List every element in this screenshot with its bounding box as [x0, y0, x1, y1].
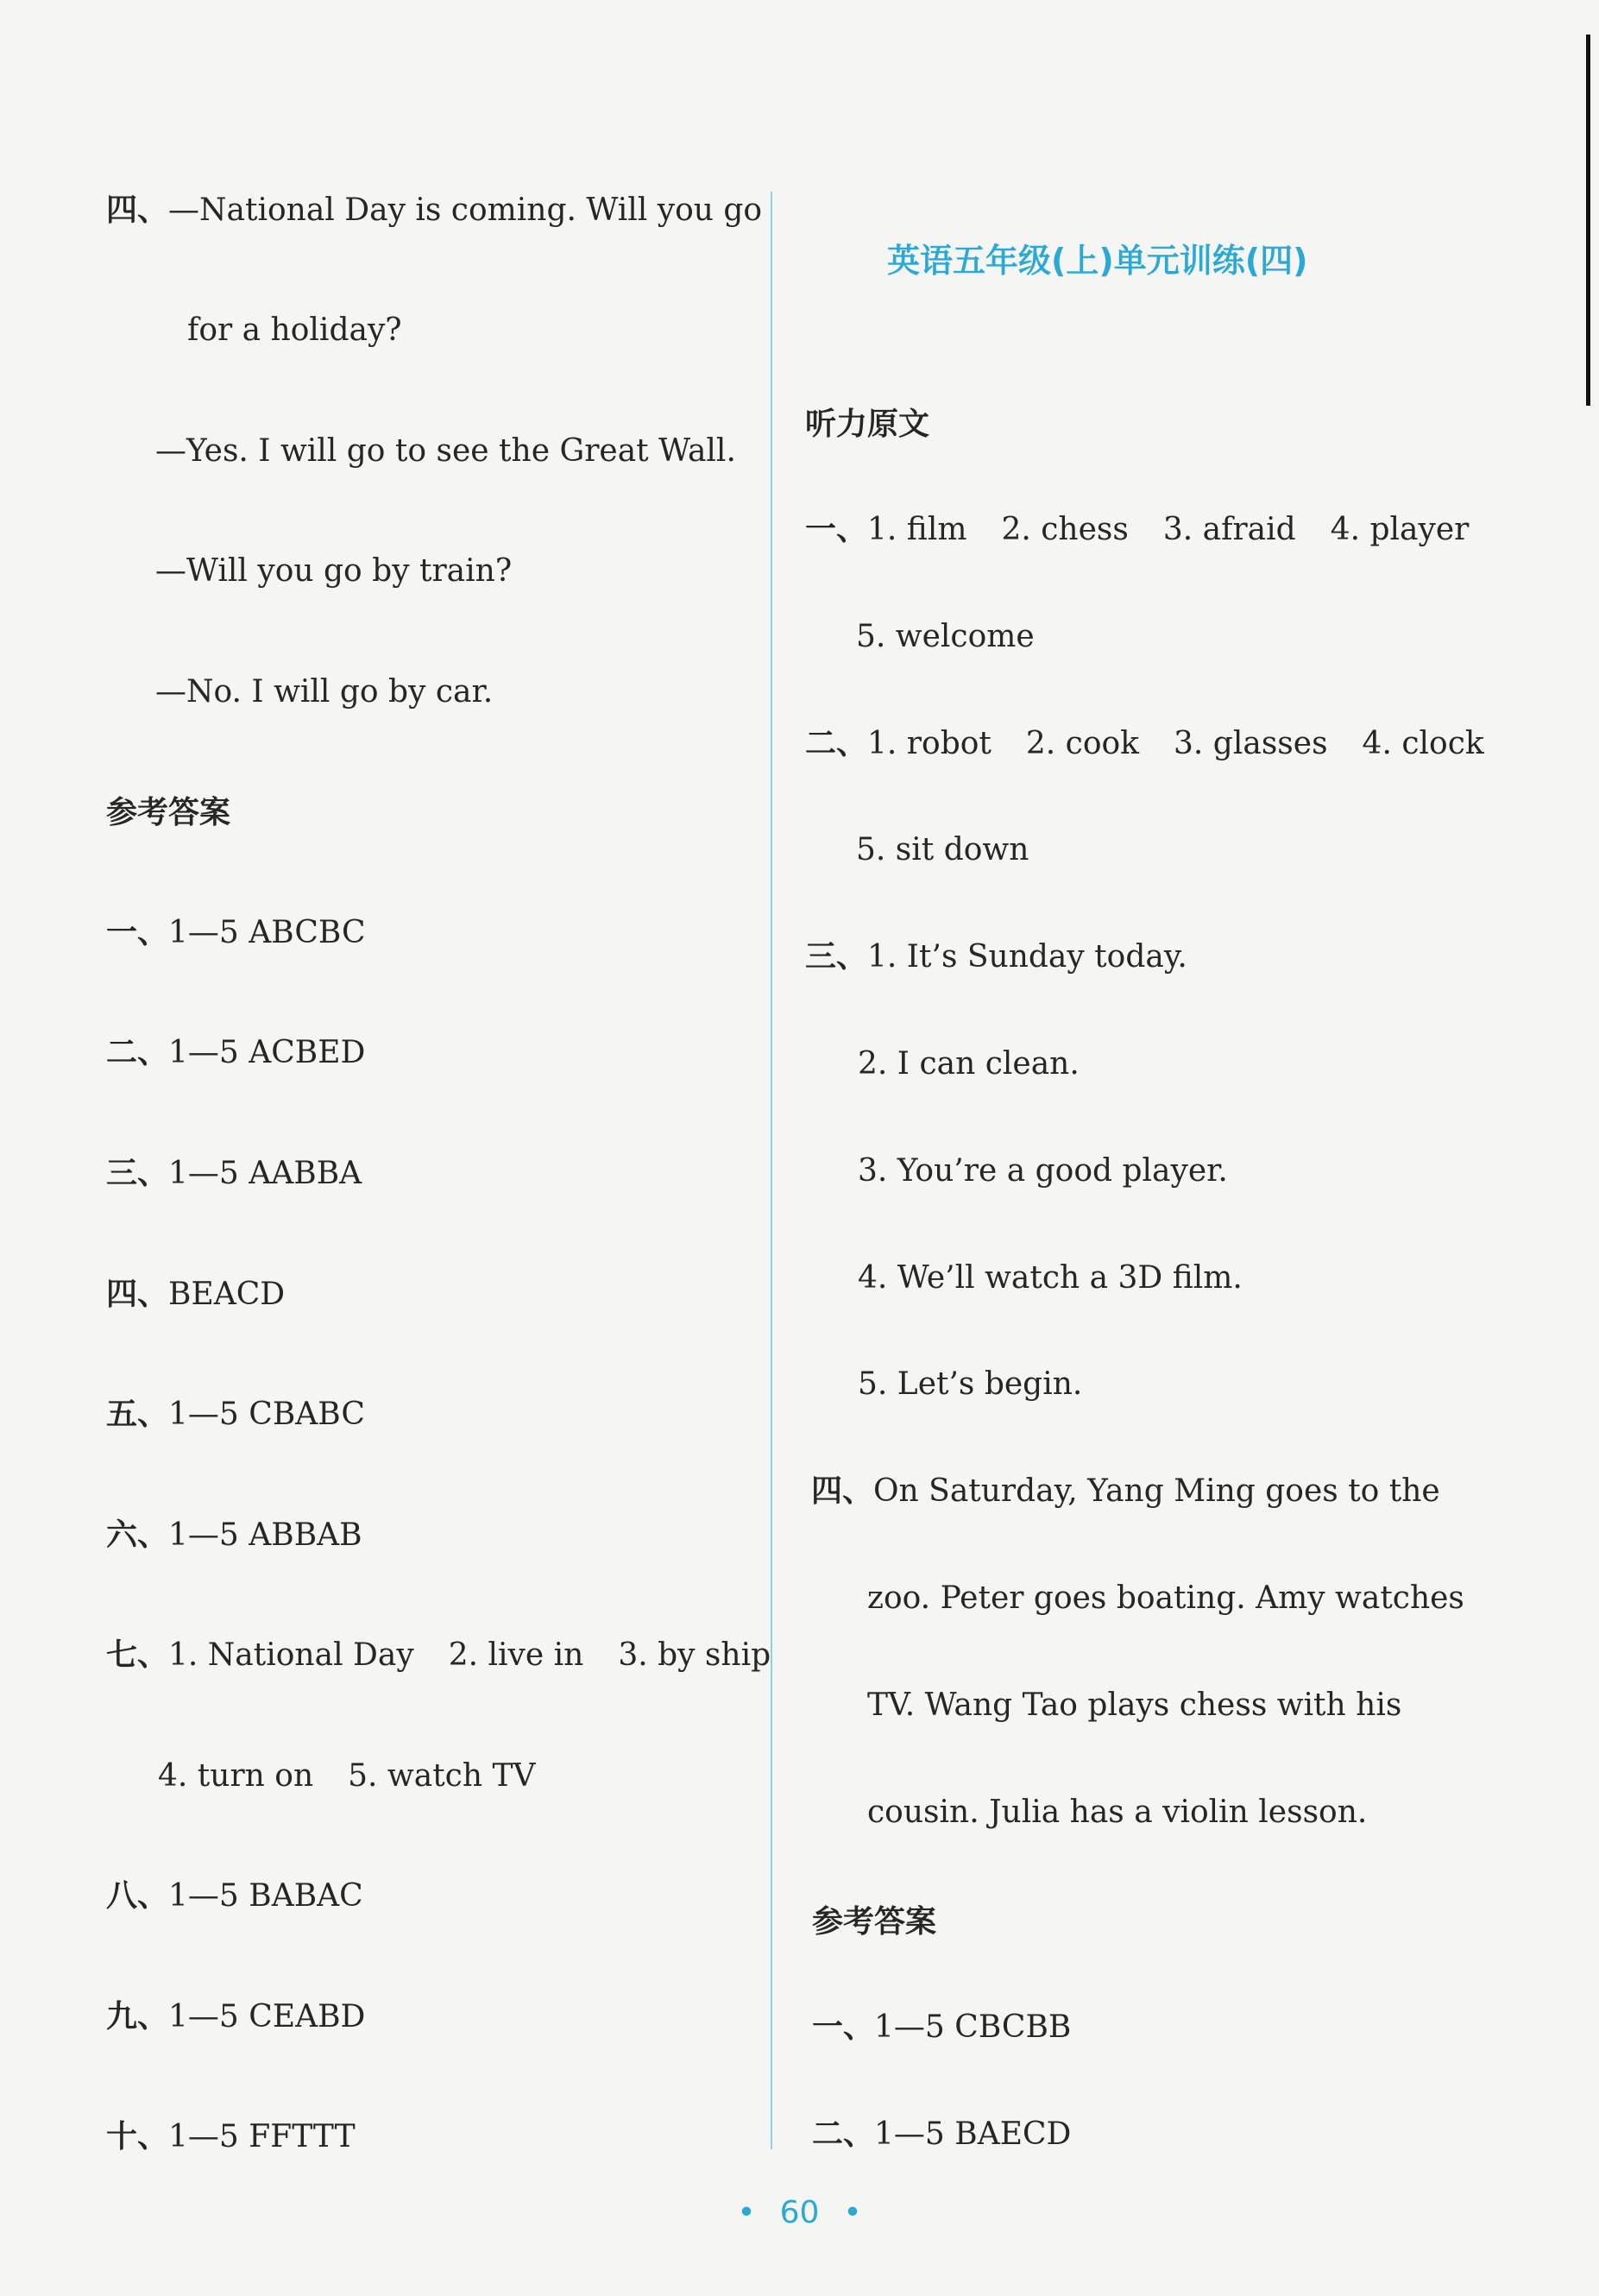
- listening-line-s4: 四、On Saturday, Yang Ming goes to the: [811, 1473, 1440, 1509]
- listening-line-s3-3: 3. You’re a good player.: [858, 1153, 1228, 1189]
- unit-title: 英语五年级(上)单元训练(四): [887, 242, 1308, 280]
- answer-line-q7: 七、1. National Day 2. live in 3. by ship: [106, 1637, 771, 1673]
- answer-line: 八、1—5 BABAC: [106, 1878, 363, 1914]
- answer-line: 二、1—5 ACBED: [106, 1035, 366, 1070]
- listening-line-s2: 二、1. robot 2. cook 3. glasses 4. clock: [805, 726, 1484, 761]
- listening-line-s3-2: 2. I can clean.: [858, 1046, 1080, 1082]
- listening-heading: 听力原文: [805, 407, 930, 442]
- listening-line-s4-3: TV. Wang Tao plays chess with his: [867, 1687, 1402, 1723]
- listening-line-s4-2: zoo. Peter goes boating. Amy watches: [867, 1580, 1464, 1616]
- answer-line-q7-cont: 4. turn on 5. watch TV: [158, 1758, 536, 1794]
- listening-line-s4-4: cousin. Julia has a violin lesson.: [867, 1795, 1368, 1830]
- listening-line-s2-cont: 5. sit down: [856, 832, 1029, 867]
- listening-line-s3-4: 4. We’ll watch a 3D film.: [858, 1260, 1243, 1296]
- dialogue-line-4: —Will you go by train?: [155, 553, 513, 589]
- dialogue-line-1: 四、—National Day is coming. Will you go: [106, 192, 763, 228]
- answer-line: 三、1—5 AABBA: [106, 1156, 362, 1191]
- listening-line-s1: 一、1. film 2. chess 3. afraid 4. player: [805, 512, 1470, 547]
- dialogue-line-2: for a holiday?: [187, 312, 402, 348]
- answer-line: 十、1—5 FFTTT: [106, 2119, 356, 2154]
- footer-bullet-left: •: [737, 2195, 756, 2230]
- page-footer: [0, 2194, 1599, 2232]
- footer-bullet-right: •: [843, 2195, 862, 2230]
- listening-line-s3-5: 5. Let’s begin.: [858, 1366, 1083, 1402]
- answer-line: 一、1—5 CBCBB: [812, 2009, 1072, 2045]
- answers-heading-right: 参考答案: [812, 1904, 937, 1940]
- answer-line: 六、1—5 ABBAB: [106, 1517, 362, 1553]
- listening-line-s1-cont: 5. welcome: [856, 619, 1035, 654]
- answer-line: 五、1—5 CBABC: [106, 1397, 365, 1432]
- answer-line: 一、1—5 ABCBC: [106, 915, 366, 950]
- column-divider: [771, 192, 772, 2149]
- dialogue-line-3: —Yes. I will go to see the Great Wall.: [155, 433, 736, 469]
- answer-line: 四、BEACD: [106, 1277, 286, 1312]
- answer-line: 二、1—5 BAECD: [812, 2116, 1072, 2152]
- listening-line-s3: 三、1. It’s Sunday today.: [805, 939, 1187, 975]
- page-number: 60: [779, 2195, 820, 2230]
- page-edge-mark: [1586, 35, 1590, 406]
- answers-heading-left: 参考答案: [106, 795, 231, 830]
- dialogue-line-5: —No. I will go by car.: [155, 674, 494, 710]
- section-number: 四、: [106, 192, 169, 228]
- answer-line: 九、1—5 CEABD: [106, 1999, 366, 2034]
